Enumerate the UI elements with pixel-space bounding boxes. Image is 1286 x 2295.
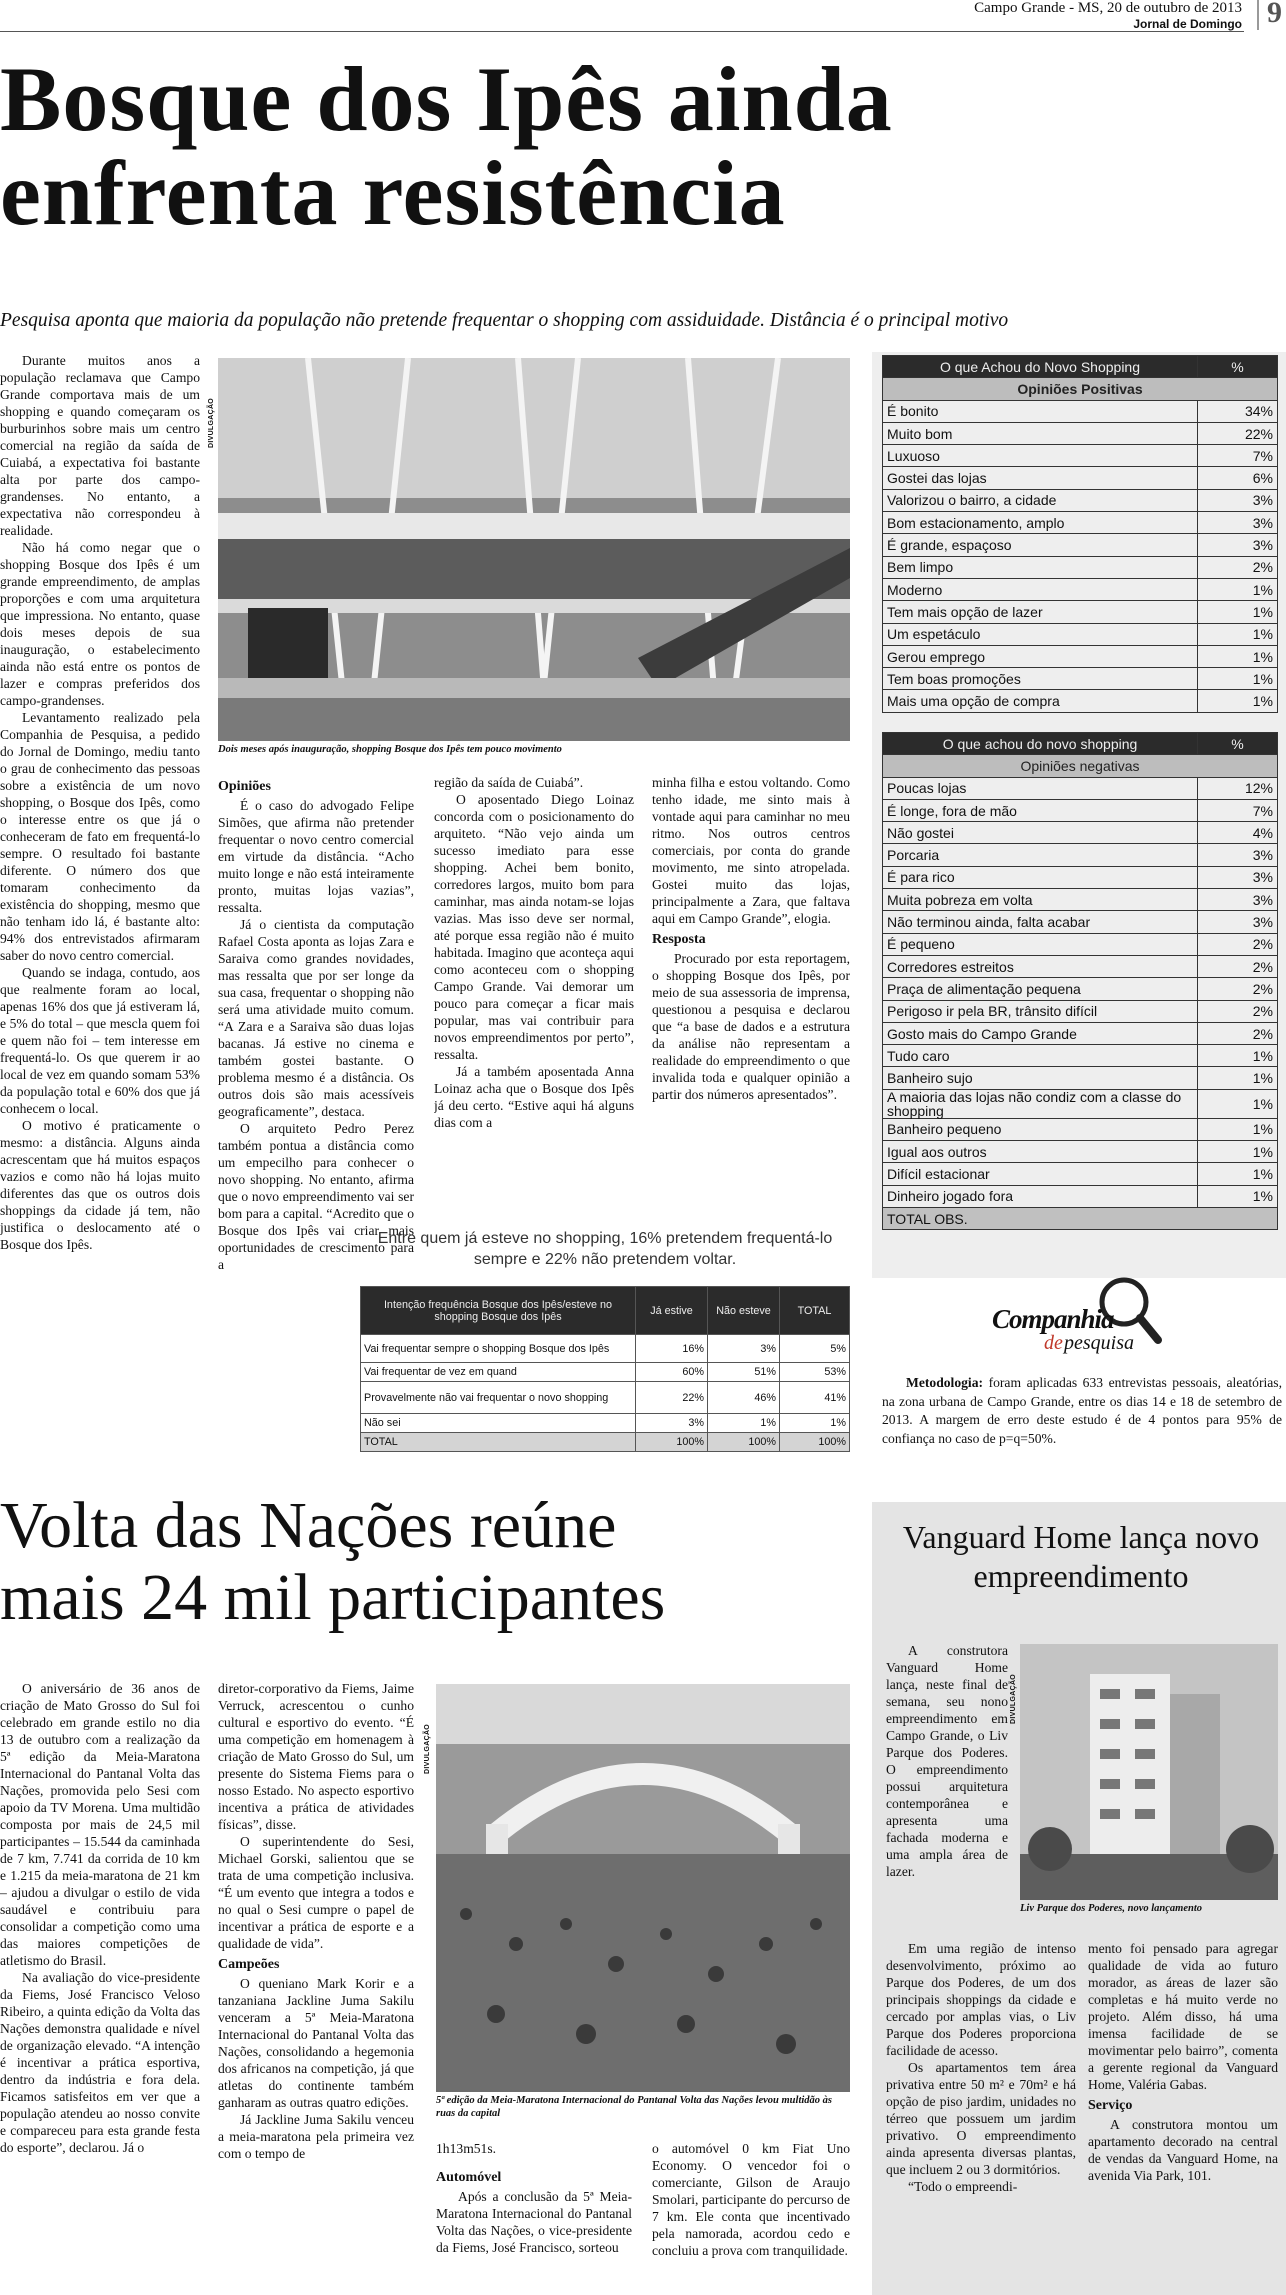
table-row [883,844,1278,866]
table-cell: 1% [708,1414,780,1433]
logo-pesquisa: pesquisa [1064,1332,1134,1354]
table-header-cell: % [1198,733,1278,755]
row-label: Porcaria [883,844,1198,866]
photo-caption: Liv Parque dos Poderes, novo lançamento [1020,1903,1202,1914]
article1-column-1 [0,352,200,1462]
table-row [883,889,1278,911]
paragraph: Já o cientista da computação Rafael Costa aponta as lojas Zara e Saraiva como grandes novidades, mas ressalta que por ser longe da sua casa, frequentar o shopping não será uma atividade muito comum. “A Zara e a Saraiva são duas lojas bacanas. Já estive no cinema e também gostei bastante. O problema mesmo é a distância. Os outros dois são mais acessíveis geograficamente”, destaca. [218,917,414,1119]
row-label: Igual aos outros [883,1141,1198,1163]
row-percent: 3% [1198,512,1278,534]
row-percent: 1% [1198,601,1278,623]
table-cell: Vai frequentar sempre o shopping Bosque dos Ipês [361,1335,636,1363]
row-percent: 3% [1198,866,1278,888]
row-percent: 1% [1198,645,1278,667]
article3-column-a2 [886,1940,1076,2295]
paragraph: Durante muitos anos a população reclamava que Campo Grande comportava mais de um shopping e quando começaram os burburinhos sobre mais um centro comercial na região da saída de Cuiabá, a expectativa foi bastante alta por parte dos campo-grandenses. No entanto, a expectativa não correspondeu à realidade. [0,353,200,538]
row-percent: 12% [1198,777,1278,799]
row-label: Difícil estacionar [883,1163,1198,1185]
table-cell: 5% [780,1335,850,1363]
companhia-box [872,1278,1286,1472]
table-cell: 100% [708,1433,780,1452]
table-row [361,1414,850,1433]
table-row [883,400,1278,422]
table-row [883,1118,1278,1140]
paragraph: 1h13m51s. [436,2141,497,2156]
row-label: Dinheiro jogado fora [883,1185,1198,1207]
photo-credit: DIVULGAÇÃO [424,1723,431,1774]
table-row [883,799,1278,821]
photo-caption: 5ª edição da Meia-Maratona Internacional do Pantanal Volta das Nações levou multidão às ruas da capital [436,2095,832,2119]
table-cell: 46% [708,1382,780,1414]
logo-de: de [1044,1332,1063,1354]
row-label: Perigoso ir pela BR, trânsito difícil [883,1000,1198,1022]
table-row [883,1141,1278,1163]
logo-companhia: Companhia [992,1304,1114,1334]
headline-line-2: enfrenta resistência [0,142,786,244]
table-cell: TOTAL [361,1433,636,1452]
row-label: A maioria das lojas não condiz com a classe do shopping [883,1089,1198,1118]
metodologia-text: foram aplicadas 633 entrevistas pessoais, aleatórias, na zona urbana de Campo Grande, entre os dias 14 e 18 de setembro de 2013. A margem de erro deste estudo é de 4 pontos para 95% de confiança no caso de p=q=50%. [882,1375,1282,1446]
negative-opinions-table [882,732,1278,1230]
row-percent: 2% [1198,933,1278,955]
table-header-cell: Não esteve [708,1287,780,1335]
paper-name: Jornal de Domingo [1133,17,1242,31]
paragraph: O aniversário de 36 anos de criação de Mato Grosso do Sul foi celebrado em grande estilo no dia 13 de outubro com a realização da 5ª edição da Meia-Maratona Internacional do Pantanal Volta das Nações, promovida pelo Sesi com apoio da TV Morena. Uma multidão composta por mais de 24,5 mil participantes – 15.544 da caminhada de 7 km, 7.741 da corrida de 10 km e 1.215 da meia-maratona de 21 km – ajudou a divulgar o estilo de vida saudável e contribuiu para consolidar a competição como uma das maiores competições de atletismo do Brasil. [0,1681,200,1968]
row-percent: 1% [1198,668,1278,690]
table-row [883,1022,1278,1044]
table-row [883,822,1278,844]
paragraph: minha filha e estou voltando. Como tenho idade, me sinto mais à vontade aqui para caminhar no meu ritmo. Nos outros centros comerciais, por conta do grande movimento, me sinto atropelada. Gostei muito das lojas, principalmente a Zara, que faltava aqui em Campo Grande”, elogia. [652,775,850,926]
row-percent: 1% [1198,1045,1278,1067]
companhia-logo [992,1278,1192,1354]
row-percent: 3% [1198,844,1278,866]
table-row [883,1045,1278,1067]
table-header-row [883,733,1278,755]
row-percent: 7% [1198,445,1278,467]
row-label: Banheiro pequeno [883,1118,1198,1140]
row-label: Não terminou ainda, falta acabar [883,911,1198,933]
section-title-campeoes: Campeões [218,1957,280,1972]
table-cell: 100% [780,1433,850,1452]
table-row [883,777,1278,799]
table-row [883,978,1278,1000]
row-percent: 2% [1198,1000,1278,1022]
table-row [883,445,1278,467]
article3-headline: Vanguard Home lança novo empreendimento [902,1519,1260,1594]
row-label: Corredores estreitos [883,955,1198,977]
row-percent: 22% [1198,422,1278,444]
frequency-table [360,1286,850,1452]
positive-opinions-table [882,355,1278,713]
table-row [883,645,1278,667]
paragraph: O superintendente do Sesi, Michael Gorski, salientou que se trata de uma competição inclusiva. “É um evento que integra a todos e no qual o Sesi cumpre o papel de incentivar a prática de esporte e a qualidade de vida”. [218,1834,414,1951]
photo-credit: DIVULGAÇÃO [208,397,215,448]
table-row [883,556,1278,578]
paragraph: Já Jackline Juma Sakilu venceu a meia-maratona pela primeira vez com o tempo de [218,2112,414,2161]
row-label: É para rico [883,866,1198,888]
table-header-cell: Já estive [636,1287,708,1335]
table-row [883,933,1278,955]
row-percent: 3% [1198,911,1278,933]
row-percent: 2% [1198,1022,1278,1044]
article1-headline [0,48,1286,244]
article1-column-3 [434,774,634,1204]
metodologia-label: Metodologia: [906,1375,984,1390]
table-row [883,534,1278,556]
row-percent: 2% [1198,955,1278,977]
row-percent: 34% [1198,400,1278,422]
row-percent: 2% [1198,978,1278,1000]
row-percent: 3% [1198,534,1278,556]
paragraph: Na avaliação do vice-presidente da Fiems, José Francisco Veloso Ribeiro, a quinta edição da Volta das Nações demonstra qualidade e nível de organização elevado. “A intenção é incentivar a prática esportiva, dentro da indústria e fora dela. Ficamos satisfeitos em ver que a população atendeu ao nosso convite e compareceu para esta grande festa do esporte”, declarou. Já o [0,1970,200,2155]
building-illustration [1020,1644,1278,1900]
article3-column-b [1088,1940,1278,2295]
table-total-cell: TOTAL OBS. [883,1207,1278,1229]
table-row [361,1363,850,1382]
article1-subhead: Pesquisa aponta que maioria da população não pretende frequentar o shopping com assiduidade. Distância é o principal motivo [0,310,1009,331]
row-label: Tem mais opção de lazer [883,601,1198,623]
paragraph: A construtora Vanguard Home lança, neste final de semana, seu nono empreendimento em Campo Grande, o Liv Parque dos Poderes. O empreendimento possui arquitetura contemporânea e apresenta uma fachada moderna e uma ampla área de lazer. [886,1643,1008,1879]
paragraph: Não há como negar que o shopping Bosque dos Ipês é um grande empreendimento, de amplas proporções e com uma arquitetura que impressiona. No entanto, quase dois meses depois de sua inauguração, o estabelecimento ainda não está entre os pontos de lazer e compras preferidos dos campo-grandenses. [0,540,200,708]
headline-line-1: Bosque dos Ipês ainda [0,48,893,150]
table-row [883,578,1278,600]
table-cell: 60% [636,1363,708,1382]
marathon-photo [436,1684,850,2092]
paragraph: mento foi pensado para agregar qualidade de vida ao futuro morador, as áreas de lazer são completas e há muito verde no projeto. Além disso, há uma imensa facilidade de se movimentar pelo bairro”, comenta a gerente regional da Vanguard Home, Valéria Gabas. [1088,1941,1278,2092]
row-percent: 1% [1198,690,1278,712]
paragraph: Quando se indaga, contudo, aos que realmente foram ao local, apenas 16% dos que já estiveram lá, e 5% do total – que mescla quem foi e quem não foi – tem interesse em frequentá-lo. Os que querem ir ao local de vez em quando somam 53% da população total e 60% dos que já conhecem o local. [0,965,200,1116]
table-cell: 51% [708,1363,780,1382]
table-cell: 1% [780,1414,850,1433]
table-cell: 3% [636,1414,708,1433]
row-percent: 3% [1198,889,1278,911]
section-title-servico: Serviço [1088,2098,1133,2113]
mall-interior-illustration [218,358,850,741]
photo-caption: Dois meses após inauguração, shopping Bosque dos Ipês tem pouco movimento [218,744,562,755]
table-subheader-cell: Opiniões negativas [883,755,1278,777]
row-percent: 1% [1198,1118,1278,1140]
paragraph: região da saída de Cuiabá”. [434,775,584,790]
row-percent: 1% [1198,1141,1278,1163]
row-percent: 1% [1198,1067,1278,1089]
row-label: Praça de alimentação pequena [883,978,1198,1000]
table-header-row [361,1287,850,1335]
row-label: Gosto mais do Campo Grande [883,1022,1198,1044]
table-total-row [883,1207,1278,1229]
table-cell: 53% [780,1363,850,1382]
table-cell: Provavelmente não vai frequentar o novo shopping [361,1382,636,1414]
row-percent: 1% [1198,1089,1278,1118]
paragraph: Os apartamentos tem área privativa entre 50 m² e 70m² e há opção de piso jardim, unidades no térreo que possuem um jardim privativo. O empreendimento ainda apresenta diversas plantas, que incluem 2 ou 3 dormitórios. [886,2060,1076,2177]
table-header-cell: % [1198,356,1278,378]
table-row [883,1163,1278,1185]
row-label: Tudo caro [883,1045,1198,1067]
table-row [883,512,1278,534]
paragraph: A construtora montou um apartamento decorado na central de vendas da Vanguard Home, na avenida Via Park, 101. [1088,2117,1278,2183]
table-row [883,911,1278,933]
table-row [361,1335,850,1363]
row-percent: 1% [1198,623,1278,645]
article2-column-2 [218,1680,414,2295]
paragraph: o automóvel 0 km Fiat Uno Economy. O vencedor foi o comerciante, Gilson de Araujo Smolari, participante do percurso de 7 km. Ele conta que incentivado pela namorada, acordou cedo e concluiu a prova com tranquilidade. [652,2141,850,2258]
pull-quote: Entre quem já esteve no shopping, 16% pretendem frequentá-lo sempre e 22% não pretendem voltar. [377,1230,833,1268]
paragraph: Procurado por esta reportagem, o shopping Bosque dos Ipês, por meio de sua assessoria de imprensa, questionou a pesquisa e declarou que “a base de dados e a estrutura da análise não representam a realidade do empreendimento o que invalida toda e qualquer opinião a partir dos números apresentados”. [652,951,850,1102]
paragraph: Já a também aposentada Anna Loinaz acha que o Bosque dos Ipês já deu certo. “Estive aqui há alguns dias com a [434,1064,634,1130]
article2-headline [0,1490,860,1634]
table-row [883,467,1278,489]
table-row [883,422,1278,444]
headline-line-2: mais 24 mil participantes [0,1561,666,1634]
table-cell: 16% [636,1335,708,1363]
table-cell: 3% [708,1335,780,1363]
row-label: Gerou emprego [883,645,1198,667]
table-header-cell: TOTAL [780,1287,850,1335]
photo-credit: DIVULGAÇÃO [1010,1673,1017,1724]
paragraph: O motivo é praticamente o mesmo: a distância. Alguns ainda acrescentam que há muitos espaços vazios e como não há lojas muito diferentes das que os outros dois shoppings da cidade já tem, não justifica o deslocamento até o Bosque dos Ipês. [0,1118,200,1252]
table-cell: Não sei [361,1414,636,1433]
table-row [883,866,1278,888]
table-row [883,623,1278,645]
building-photo [1020,1644,1278,1900]
row-label: Não gostei [883,822,1198,844]
row-label: Muita pobreza em volta [883,889,1198,911]
row-label: Poucas lojas [883,777,1198,799]
paragraph: Após a conclusão da 5ª Meia-Maratona Internacional do Pantanal Volta das Nações, o vice-presidente da Fiems, José Francisco, sorteou [436,2189,632,2255]
table-cell: 22% [636,1382,708,1414]
row-label: Luxuoso [883,445,1198,467]
row-label: É grande, espaçoso [883,534,1198,556]
paragraph: O queniano Mark Korir e a tanzaniana Jackline Juma Sakilu venceram a 5ª Meia-Maratona Internacional do Pantanal Volta das Nações, consolidando a hegemonia dos africanos na competição, já que atletas do continente também ganharam as outras quatro edições. [218,1976,414,2110]
row-label: É longe, fora de mão [883,799,1198,821]
table-cell: 100% [636,1433,708,1452]
row-label: Mais uma opção de compra [883,690,1198,712]
row-label: É bonito [883,400,1198,422]
row-label: Moderno [883,578,1198,600]
row-percent: 6% [1198,467,1278,489]
paragraph: diretor-corporativo da Fiems, Jaime Verruck, acrescentou o cunho cultural e esportivo do evento. “É uma competição em homenagem à criação de Mato Grosso do Sul, um presente do Sistema Fiems para o nosso Estado. No aspecto esportivo incentiva a prática de atividades físicas”, disse. [218,1681,414,1832]
row-percent: 1% [1198,1185,1278,1207]
row-label: Gostei das lojas [883,467,1198,489]
row-label: Bom estacionamento, amplo [883,512,1198,534]
row-label: Tem boas promoções [883,668,1198,690]
header-rule [0,31,1244,32]
article1-column-4 [652,774,850,1204]
table-cell: 41% [780,1382,850,1414]
shopping-photo [218,358,850,741]
row-label: Banheiro sujo [883,1067,1198,1089]
table-subheader-row [883,378,1278,400]
row-percent: 7% [1198,799,1278,821]
page-number: 9 [1257,0,1282,30]
article2-column-1 [0,1680,200,2295]
paragraph: O arquiteto Pedro Perez também pontua a distância como um empecilho para conhecer o novo shopping. No entanto, afirma que o novo empreendimento vai ser bom para a capital. “Acredito que o Bosque dos Ipês vai criar mais oportunidades de crescimento para a [218,1121,414,1272]
section-title-opinioes: Opiniões [218,779,271,794]
row-percent: 4% [1198,822,1278,844]
table-header-row [883,356,1278,378]
table-subheader-row [883,755,1278,777]
row-percent: 1% [1198,1163,1278,1185]
row-label: Valorizou o bairro, a cidade [883,489,1198,511]
table-row [883,1185,1278,1207]
row-label: Um espetáculo [883,623,1198,645]
table-row [361,1433,850,1452]
dateline: Campo Grande - MS, 20 de outubro de 2013 [974,0,1242,16]
row-percent: 1% [1198,578,1278,600]
article2-column-4 [652,2140,850,2295]
table-row [361,1382,850,1414]
paragraph: Levantamento realizado pela Companhia de Pesquisa, a pedido do Jornal de Domingo, mediu tanto o grau de conhecimento das pessoas sobre a existência de um novo shopping, o Bosque dos Ipês, como o interesse entre os que já o conheceram de fato em frequentá-lo sempre. O resultado foi bastante diferente. O número dos que tomaram conhecimento da existência do shopping, mesmo que não tenham ido lá, é bastante alto: 94% dos entrevistados afirmaram saber do novo centro comercial. [0,710,200,963]
section-title-automovel: Automóvel [436,2170,502,2185]
row-label: Muito bom [883,422,1198,444]
row-percent: 3% [1198,489,1278,511]
table-row [883,955,1278,977]
row-percent: 2% [1198,556,1278,578]
table-cell: Vai frequentar de vez em quand [361,1363,636,1382]
row-label: É pequeno [883,933,1198,955]
paragraph: “Todo o empreendi- [908,2179,1018,2194]
paragraph: É o caso do advogado Felipe Simões, que afirma não pretender frequentar o novo centro comercial em virtude da distância. “Acho muito longe e não está inteiramente pronto, muitas lojas vazias”, ressalta. [218,798,414,915]
section-title-resposta: Resposta [652,932,706,947]
table-row [883,1067,1278,1089]
table-row [883,1089,1278,1118]
article3-box [872,1502,1286,2295]
headline-line-1: Volta das Nações reúne [0,1489,617,1562]
table-header-cell: Intenção frequência Bosque dos Ipês/esteve no shopping Bosque dos Ipês [361,1287,636,1335]
paragraph: O aposentado Diego Loinaz concorda com o posicionamento do arquiteto. “Não vejo ainda um sucesso imediato para esse shopping. Achei bem bonito, corredores largos, muito bom para caminhar, mas ainda notam-se lojas vazias. Mas isso deve ser normal, até porque essa região não é muito habitada. Imagino que aconteça aqui como aconteceu com o shopping Campo Grande. Vai demorar um pouco para começar a ficar mais popular, mas vai contribuir para novos empreendimentos por perto”, ressalta. [434,792,634,1062]
paragraph: Em uma região de intenso desenvolvimento, próximo ao Parque dos Poderes, de um dos principais shoppings da cidade e cercado por amplas vias, o Liv Parque dos Poderes proporciona facilidade de acesso. [886,1941,1076,2058]
metodologia [882,1374,1282,1448]
marathon-crowd-illustration [436,1684,850,2092]
page-header [0,0,1286,34]
table-subheader-cell: Opiniões Positivas [883,378,1278,400]
table-row [883,690,1278,712]
table-row [883,1000,1278,1022]
article2-column-3 [436,2140,632,2295]
table-header-cell: O que achou do novo shopping [883,733,1198,755]
table-row [883,601,1278,623]
table-row [883,489,1278,511]
row-label: Bem limpo [883,556,1198,578]
table-header-cell: O que Achou do Novo Shopping [883,356,1198,378]
table-row [883,668,1278,690]
